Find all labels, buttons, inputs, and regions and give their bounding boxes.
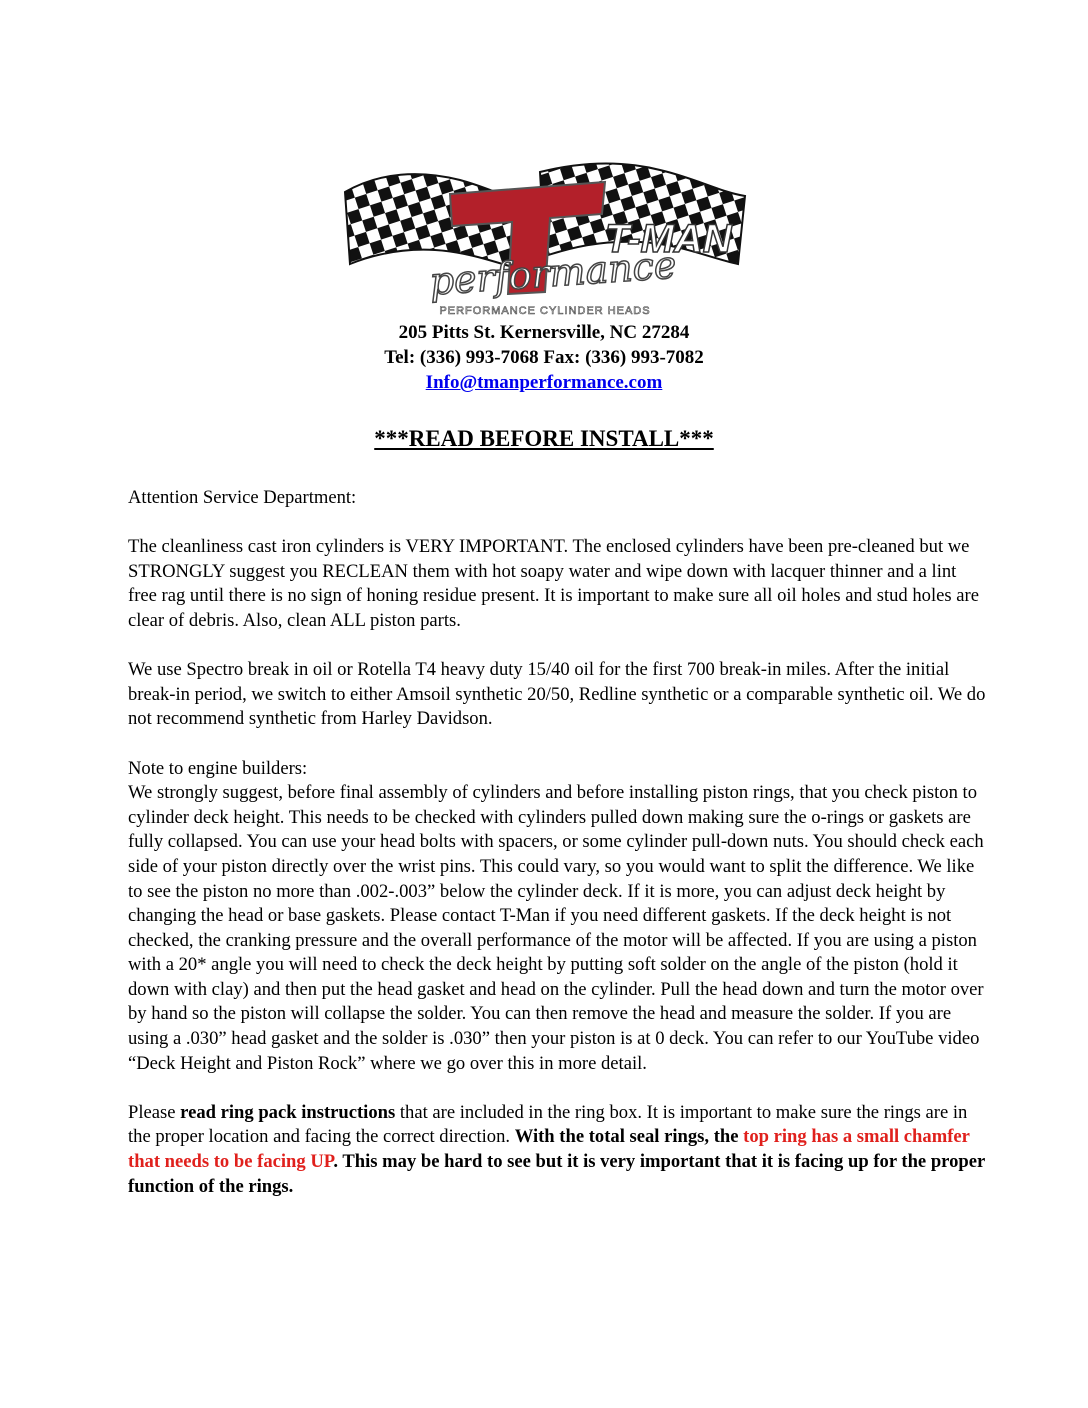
builders-paragraph: We strongly suggest, before final assembly of cylinders and before installing piston rings, that you check piston to cylinder deck height. This needs to be checked with cylinders pulled down making sure the o-rings or gaskets are fully collapsed. You can use your head bolts with spacers, or some cylinder pull-down nuts. You should check each side of your piston directly over the wrist pins. This could vary, so you would want to split the difference. We like to see the piston no more than .002-.003” below the cylinder deck. If it is more, you can adjust deck height by changing the head or base gaskets. Please contact T-Man if you need different gaskets. If the deck height is not checked, the cranking pressure and the overall performance of the motor will be affected. If you are using a piston with a 20* angle you will need to check the deck height by putting soft solder on the angle of the piston (hold it down with clay) and then put the head gasket and head on the cylinder. Pull the head down and turn the motor over by hand so the piston will collapse the solder. You can then remove the head and measure the solder. If you are using a .030” head gasket and the solder is .030” then your piston is at 0 deck. You can refer to our YouTube video “Deck Height and Piston Rock” where we go over this in more detail. [128,782,984,1074]
address-line: 205 Pitts St. Kernersville, NC 27284 [398,322,690,343]
email-link[interactable]: Info@tmanperformance.com [425,372,663,393]
phone-fax-line: Tel: (336) 993-7068 Fax: (336) 993-7082 [384,347,704,368]
logo-tagline: PERFORMANCE CYLINDER HEADS [439,305,651,317]
contact-block [0,320,1088,395]
headline-text: ***READ BEFORE INSTALL*** [374,426,714,451]
builders-heading: Note to engine builders: [128,757,308,779]
letter-body [128,486,988,1224]
checkered-flag-logo [340,152,750,327]
company-logo [340,152,750,327]
read-before-install-heading [0,426,1088,452]
logo-brand-text: T-MAN [605,217,732,261]
chamfer-warning: top ring has a small chamfer that needs to be facing UP [128,1126,970,1173]
ring-pack-emphasis: read ring pack instructions [180,1101,396,1123]
cleanliness-paragraph: The cleanliness cast iron cylinders is VERY IMPORTANT. The enclosed cylinders have been pre-cleaned but we STRONGLY suggest you RECLEAN them with hot soapy water and wipe down with lacquer thinner and a lint free rag until there is no sign of honing residue present. It is important to make sure all oil holes and stud holes are clear of debris. Also, clean ALL piston parts. [128,536,979,631]
ring-instructions-paragraph: Please read ring pack instructions that are included in the ring box. It is important to make sure the rings are in the proper location and facing the correct direction. With the total seal rings, the top ring has a small chamfer that needs to be facing UP. This may be hard to see but it is very important that it is facing up for the proper function of the rings. [128,1101,985,1197]
logo-script-text: performance [428,242,678,304]
oil-paragraph: We use Spectro break in oil or Rotella T4 heavy duty 15/40 oil for the first 700 break-in miles. After the initial break-in period, we switch to either Amsoil synthetic 20/50, Redline synthetic or a comparable synthetic oil. We do not recommend synthetic from Harley Davidson. [128,659,986,730]
salutation: Attention Service Department: [128,487,357,508]
